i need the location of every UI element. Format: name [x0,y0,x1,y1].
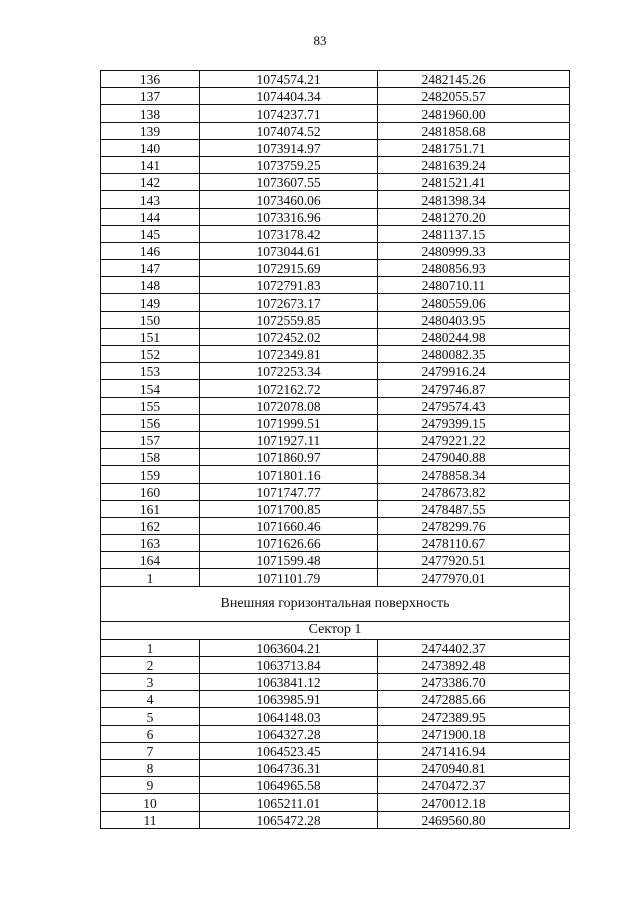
x-coordinate-cell: 1071999.51 [200,414,378,431]
y-coordinate-cell: 2480403.95 [378,311,570,328]
x-coordinate-cell: 1065472.28 [200,811,378,828]
x-coordinate-cell: 1074074.52 [200,122,378,139]
y-coordinate-cell: 2481639.24 [378,156,570,173]
y-coordinate-cell: 2477920.51 [378,552,570,569]
y-coordinate-cell: 2478110.67 [378,535,570,552]
x-coordinate-cell: 1073044.61 [200,242,378,259]
y-coordinate-cell: 2479040.88 [378,449,570,466]
x-coordinate-cell: 1071747.77 [200,483,378,500]
table-row [101,380,570,397]
y-coordinate-cell: 2479916.24 [378,363,570,380]
table-row [101,777,570,794]
y-coordinate-cell: 2479574.43 [378,397,570,414]
x-coordinate-cell: 1064736.31 [200,759,378,776]
y-coordinate-cell: 2479399.15 [378,414,570,431]
y-coordinate-cell: 2474402.37 [378,639,570,656]
table-row [101,414,570,431]
x-coordinate-cell: 1074404.34 [200,88,378,105]
x-coordinate-cell: 1074237.71 [200,105,378,122]
point-number-cell: 1 [101,569,200,586]
coordinates-table-top-section [101,71,570,587]
point-number-cell: 156 [101,414,200,431]
x-coordinate-cell: 1071700.85 [200,500,378,517]
table-row [101,466,570,483]
point-number-cell: 162 [101,517,200,534]
x-coordinate-cell: 1064327.28 [200,725,378,742]
x-coordinate-cell: 1072673.17 [200,294,378,311]
point-number-cell: 144 [101,208,200,225]
page-number: 83 [313,33,327,48]
y-coordinate-cell: 2480856.93 [378,260,570,277]
x-coordinate-cell: 1063713.84 [200,656,378,673]
sector-title-row [101,621,570,639]
point-number-cell: 141 [101,156,200,173]
table-row [101,242,570,259]
x-coordinate-cell: 1071860.97 [200,449,378,466]
y-coordinate-cell: 2471416.94 [378,742,570,759]
x-coordinate-cell: 1072078.08 [200,397,378,414]
y-coordinate-cell: 2472885.66 [378,691,570,708]
point-number-cell: 164 [101,552,200,569]
table-row [101,431,570,448]
table-row [101,569,570,586]
y-coordinate-cell: 2480710.11 [378,277,570,294]
table-row [101,500,570,517]
point-number-cell: 3 [101,674,200,691]
y-coordinate-cell: 2478858.34 [378,466,570,483]
section-title-row [101,586,570,621]
table-row [101,674,570,691]
table-row [101,139,570,156]
table-row [101,725,570,742]
x-coordinate-cell: 1071927.11 [200,431,378,448]
y-coordinate-cell: 2477970.01 [378,569,570,586]
point-number-cell: 2 [101,656,200,673]
x-coordinate-cell: 1072162.72 [200,380,378,397]
point-number-cell: 10 [101,794,200,811]
y-coordinate-cell: 2481960.00 [378,105,570,122]
table-row [101,449,570,466]
table-row [101,794,570,811]
table-row [101,483,570,500]
point-number-cell: 149 [101,294,200,311]
table-row [101,260,570,277]
point-number-cell: 154 [101,380,200,397]
point-number-cell: 161 [101,500,200,517]
sector-title: Сектор 1 [101,621,570,639]
x-coordinate-cell: 1072253.34 [200,363,378,380]
y-coordinate-cell: 2473386.70 [378,674,570,691]
point-number-cell: 6 [101,725,200,742]
y-coordinate-cell: 2482055.57 [378,88,570,105]
table-row [101,122,570,139]
table-row [101,191,570,208]
y-coordinate-cell: 2478487.55 [378,500,570,517]
table-row [101,105,570,122]
y-coordinate-cell: 2480082.35 [378,346,570,363]
table-row [101,71,570,88]
x-coordinate-cell: 1072791.83 [200,277,378,294]
table-row [101,708,570,725]
table-row [101,174,570,191]
x-coordinate-cell: 1063604.21 [200,639,378,656]
table-row [101,552,570,569]
x-coordinate-cell: 1073607.55 [200,174,378,191]
point-number-cell: 157 [101,431,200,448]
point-number-cell: 1 [101,639,200,656]
y-coordinate-cell: 2470940.81 [378,759,570,776]
coordinates-table-bottom-section [101,639,570,828]
table-row [101,88,570,105]
y-coordinate-cell: 2481521.41 [378,174,570,191]
y-coordinate-cell: 2479746.87 [378,380,570,397]
point-number-cell: 163 [101,535,200,552]
y-coordinate-cell: 2482145.26 [378,71,570,88]
point-number-cell: 151 [101,328,200,345]
y-coordinate-cell: 2478673.82 [378,483,570,500]
x-coordinate-cell: 1073178.42 [200,225,378,242]
x-coordinate-cell: 1072452.02 [200,328,378,345]
x-coordinate-cell: 1071626.66 [200,535,378,552]
x-coordinate-cell: 1071101.79 [200,569,378,586]
point-number-cell: 155 [101,397,200,414]
point-number-cell: 143 [101,191,200,208]
x-coordinate-cell: 1064965.58 [200,777,378,794]
table-row [101,156,570,173]
point-number-cell: 147 [101,260,200,277]
y-coordinate-cell: 2479221.22 [378,431,570,448]
table-row [101,639,570,656]
point-number-cell: 160 [101,483,200,500]
point-number-cell: 8 [101,759,200,776]
y-coordinate-cell: 2481137.15 [378,225,570,242]
y-coordinate-cell: 2470472.37 [378,777,570,794]
point-number-cell: 148 [101,277,200,294]
point-number-cell: 145 [101,225,200,242]
table-row [101,811,570,828]
point-number-cell: 138 [101,105,200,122]
x-coordinate-cell: 1072559.85 [200,311,378,328]
y-coordinate-cell: 2471900.18 [378,725,570,742]
x-coordinate-cell: 1073914.97 [200,139,378,156]
point-number-cell: 5 [101,708,200,725]
point-number-cell: 137 [101,88,200,105]
point-number-cell: 150 [101,311,200,328]
point-number-cell: 9 [101,777,200,794]
x-coordinate-cell: 1065211.01 [200,794,378,811]
y-coordinate-cell: 2472389.95 [378,708,570,725]
table-row [101,294,570,311]
table-row [101,225,570,242]
x-coordinate-cell: 1064148.03 [200,708,378,725]
x-coordinate-cell: 1073316.96 [200,208,378,225]
x-coordinate-cell: 1064523.45 [200,742,378,759]
table-row [101,691,570,708]
point-number-cell: 158 [101,449,200,466]
point-number-cell: 4 [101,691,200,708]
table-row [101,517,570,534]
x-coordinate-cell: 1074574.21 [200,71,378,88]
table-row [101,346,570,363]
y-coordinate-cell: 2480999.33 [378,242,570,259]
x-coordinate-cell: 1063841.12 [200,674,378,691]
table-row [101,363,570,380]
y-coordinate-cell: 2481858.68 [378,122,570,139]
point-number-cell: 153 [101,363,200,380]
table-row [101,535,570,552]
x-coordinate-cell: 1071660.46 [200,517,378,534]
x-coordinate-cell: 1072915.69 [200,260,378,277]
point-number-cell: 152 [101,346,200,363]
point-number-cell: 7 [101,742,200,759]
y-coordinate-cell: 2478299.76 [378,517,570,534]
point-number-cell: 146 [101,242,200,259]
point-number-cell: 11 [101,811,200,828]
table-row [101,277,570,294]
x-coordinate-cell: 1063985.91 [200,691,378,708]
point-number-cell: 136 [101,71,200,88]
table-row [101,759,570,776]
section-header [101,586,570,639]
point-number-cell: 159 [101,466,200,483]
point-number-cell: 140 [101,139,200,156]
table-row [101,397,570,414]
point-number-cell: 142 [101,174,200,191]
table-row [101,742,570,759]
y-coordinate-cell: 2481270.20 [378,208,570,225]
x-coordinate-cell: 1072349.81 [200,346,378,363]
table-row [101,311,570,328]
section-title: Внешняя горизонтальная поверхность [101,586,570,621]
y-coordinate-cell: 2481398.34 [378,191,570,208]
y-coordinate-cell: 2473892.48 [378,656,570,673]
y-coordinate-cell: 2481751.71 [378,139,570,156]
x-coordinate-cell: 1071599.48 [200,552,378,569]
x-coordinate-cell: 1071801.16 [200,466,378,483]
y-coordinate-cell: 2480559.06 [378,294,570,311]
table-row [101,208,570,225]
y-coordinate-cell: 2480244.98 [378,328,570,345]
x-coordinate-cell: 1073759.25 [200,156,378,173]
coordinates-table [100,70,570,829]
x-coordinate-cell: 1073460.06 [200,191,378,208]
point-number-cell: 139 [101,122,200,139]
table-row [101,328,570,345]
y-coordinate-cell: 2469560.80 [378,811,570,828]
y-coordinate-cell: 2470012.18 [378,794,570,811]
table-row [101,656,570,673]
